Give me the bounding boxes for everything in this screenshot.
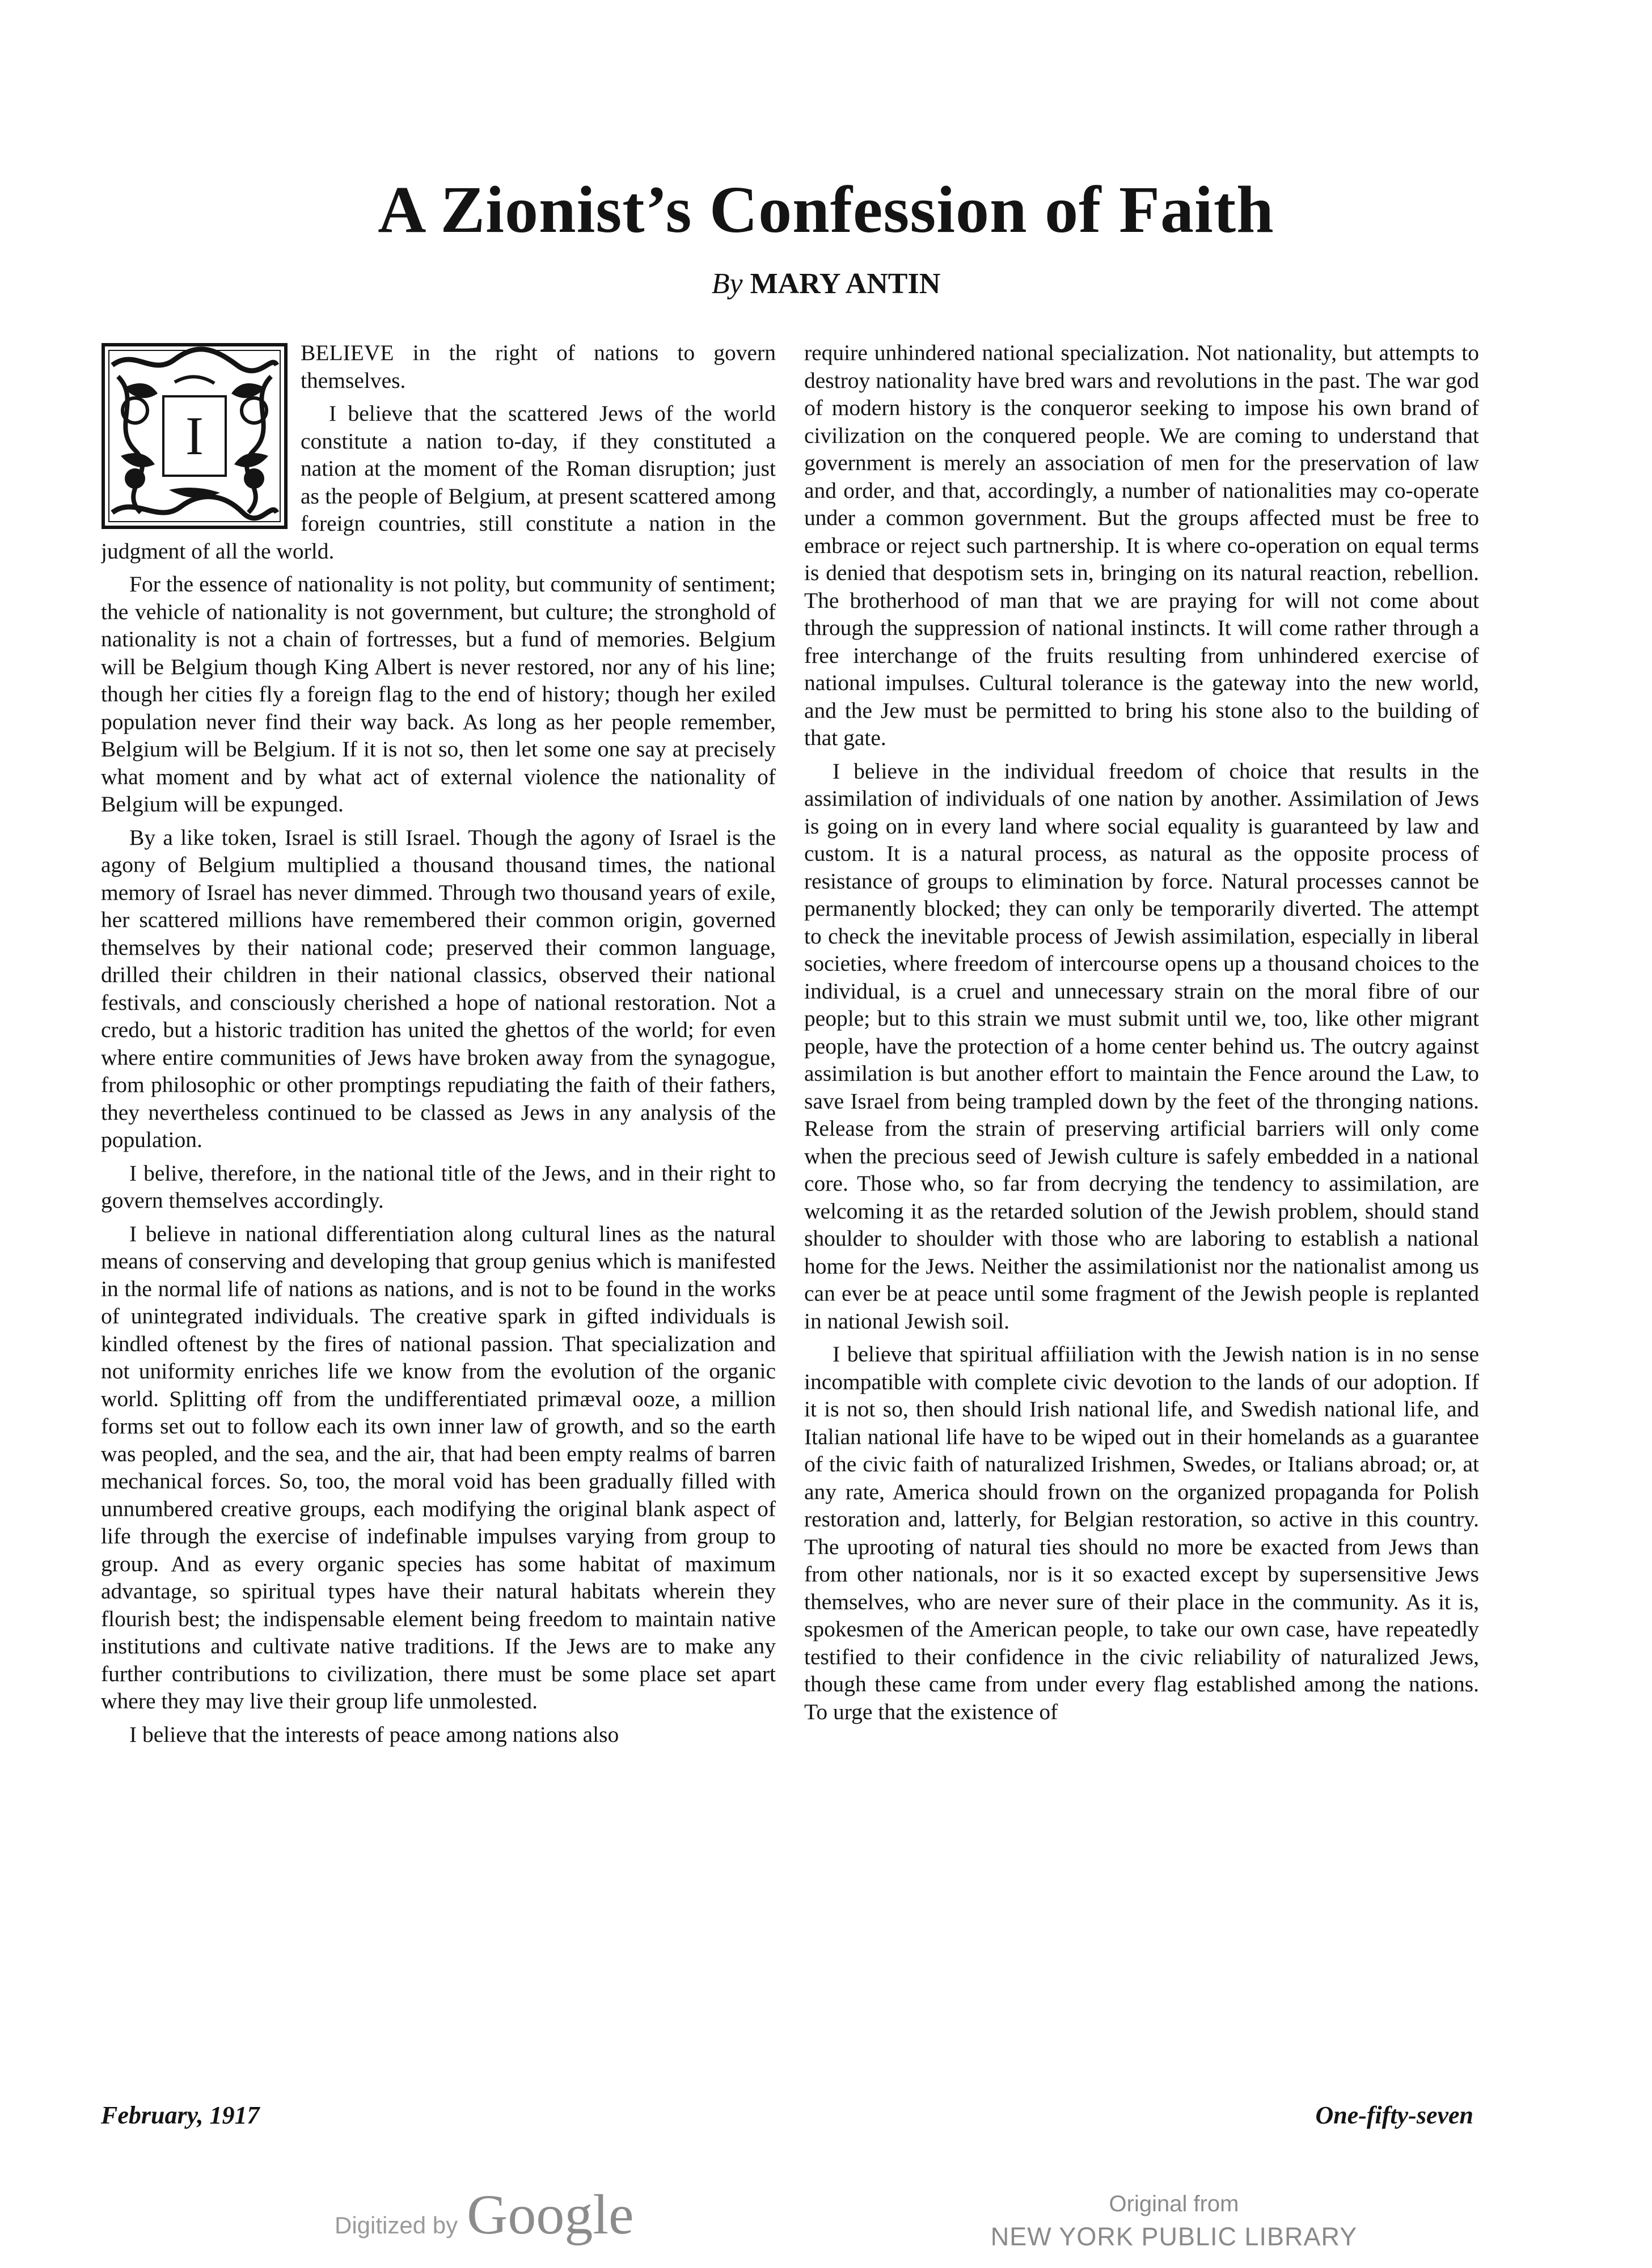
left-column	[101, 339, 776, 2074]
original-from-label: Original from	[1109, 2191, 1239, 2216]
paragraph: I belive, therefore, in the national title of the Jews, and in their right to govern themselves accordingly.	[101, 1160, 776, 1213]
right-column	[804, 339, 1479, 2074]
paragraph: By a like token, Israel is still Israel. Though the agony of Israel is the agony of Belgium multiplied a thousand thousand times, the national memory of Israel has never dimmed. Through two thousand years of exile, her scattered millions have remembered their common origin, governed themselves by their national code; preserved their common language, drilled their children in their national classics, observed their national festivals, and consciously cherished a hope of national restoration. Not a credo, but a historic tradition has united the ghettos of the world; for even where entire communities of Jews have broken away from the synagogue, from philosophic or other promptings repudiating the faith of their fathers, they nevertheless continued to be classed as Jews in any analysis of the population.	[101, 824, 776, 1152]
paragraph: I believe that spiritual affiiliation with the Jewish nation is in no sense incompatible with complete civic devotion to the lands of our adoption. If it is not so, then should Irish national life, and Swedish national life, and Italian national life have to be wiped out in their homelands as a guarantee of the civic faith of naturalized Irishmen, Swedes, or Italians abroad; or, at any rate, America should frown on the organized propaganda for Polish restoration and, latterly, for Belgian restoration, so active in this country. The uprooting of natural ties should no more be exacted from Jews than from other nationals, nor is it so exacted except by supersensitive Jews themselves, who are never sure of their place in the community. As it is, spokesmen of the American people, to take our own case, have repeatedly testified to their confidence in the civic reliability of naturalized Jews, though these came from under every flag established among the nations. To urge that the existence of	[804, 1342, 1479, 1724]
author-name: MARY ANTIN	[750, 268, 941, 300]
ornamental-drop-cap	[101, 342, 288, 530]
paragraph: For the essence of nationality is not polity, but community of sentiment; the vehicle of nationality is not government, but culture; the stronghold of nationality is not a chain of fortresses, but a fund of memories. Belgium will be Belgium though King Albert is never restored, nor any of his line; though her cities fly a foreign flag to the end of history; though her exiled population never find their way back. As long as her people remember, Belgium will be Belgium. If it is not so, then let some one say at precisely what moment and by what act of external violence the nationality of Belgium will be expunged.	[101, 572, 776, 816]
byline	[0, 266, 1652, 302]
paragraph: I believe in the individual freedom of choice that results in the assimilation of individuals of one nation by another. Assimilation of Jews is going on in every land where social equality is guaranteed by law and custom. It is a natural process, as natural as the opposite process of resistance of groups to elimination by force. Natural processes cannot be permanently blocked; they can only be temporarily diverted. The attempt to check the inevitable process of Jewish assimilation, especially in liberal societies, where freedom of intercourse opens up a thousand choices to the individual, is a cruel and unnecessary strain on the moral fibre of our people; but to this strain we must submit until we, too, like other migrant people, have the protection of a home center behind us. The outcry against assimilation is but another effort to maintain the Fence around the Law, to save Israel from being trampled down by the feet of the thronging nations. Release from the strain of preserving artificial barriers will only come when the precious seed of Jewish culture is safely embedded in a national core. Those who, so far from decrying the tendency to assimilation, are welcoming it as the retarded solution of the Jewish problem, should stand shoulder to shoulder with those who are laboring to establish a national home for the Jews. Neither the assimilationist nor the nationalist among us can ever be at peace until some fragment of the Jewish people is replanted in national Jewish soil.	[804, 758, 1479, 1334]
paragraph: BELIEVE in the right of nations to govern themselves.	[301, 340, 776, 393]
paragraph: require unhindered national specialization. Not nationality, but attempts to destroy nationality have bred wars and revolutions in the past. The war god of modern history is the conqueror seeking to impose his own brand of civilization on the conquered people. We are coming to understand that government is merely an association of men for the preservation of law and order, and that, accordingly, a number of nationalities may co-operate under a common government. But the groups affected must be free to embrace or reject such partnership. It is where co-operation on equal terms is denied that despotism sets in, bringing on its natural reaction, rebellion. The brotherhood of man that we are praying for will not come about through the suppression of national instincts. It will come rather through a free interchange of the fruits resulting from unhindered exercise of national impulses. Cultural tolerance is the gateway into the new world, and the Jew must be permitted to bring his stone also to the building of that gate.	[804, 340, 1479, 750]
byline-prefix: By	[711, 268, 743, 300]
library-name: NEW YORK PUBLIC LIBRARY	[990, 2222, 1358, 2251]
paragraph: I believe in national differentiation along cultural lines as the natural means of conserving and developing that group genius which is manifested in the normal life of nations as nations, and is not to be found in the works of unintegrated individuals. The creative spark in gifted individuals is kindled oftenest by the fires of national passion. That specialization and not uniformity enriches life we know from the evolution of the organic world. Splitting off from the undifferentiated primæval ooze, a million forms set out to follow each its own inner law of growth, and so the earth was peopled, and the sea, and the air, that had been empty realms of barren mechanical forces. So, too, the moral void has been gradually filled with unnumbered creative groups, each modifying the original blank aspect of life through the exercise of indefinable impulses varying from group to group. And as every organic species has some habitat of maximum advantage, so spiritual types have their natural habitats wherein they flourish best; the indispensable element being freedom to maintain native institutions and cultivate native traditions. If the Jews are to make any further contributions to civilization, there must be some place set apart where they may live their group life unmolested.	[101, 1221, 776, 1713]
google-logo: Google	[467, 2183, 634, 2246]
drop-cap-letter: I	[185, 405, 204, 466]
digitized-by-credit	[335, 2182, 634, 2244]
paragraph: I believe that the scattered Jews of the world constitute a nation to-day, if they constituted a nation at the moment of the Roman disruption; just as the people of Belgium, at present scattered among foreign countries, still constitute a nation in the judgment of all the world.	[101, 401, 776, 564]
paragraph: I believe that the interests of peace among nations also	[129, 1721, 619, 1747]
source-credit	[987, 2187, 1361, 2253]
article-title: A Zionist’s Confession of Faith	[378, 172, 1274, 247]
digitized-by-label: Digitized by	[335, 2212, 458, 2239]
issue-date: February, 1917	[101, 2101, 260, 2129]
page-number: One-fifty-seven	[1315, 2101, 1473, 2129]
